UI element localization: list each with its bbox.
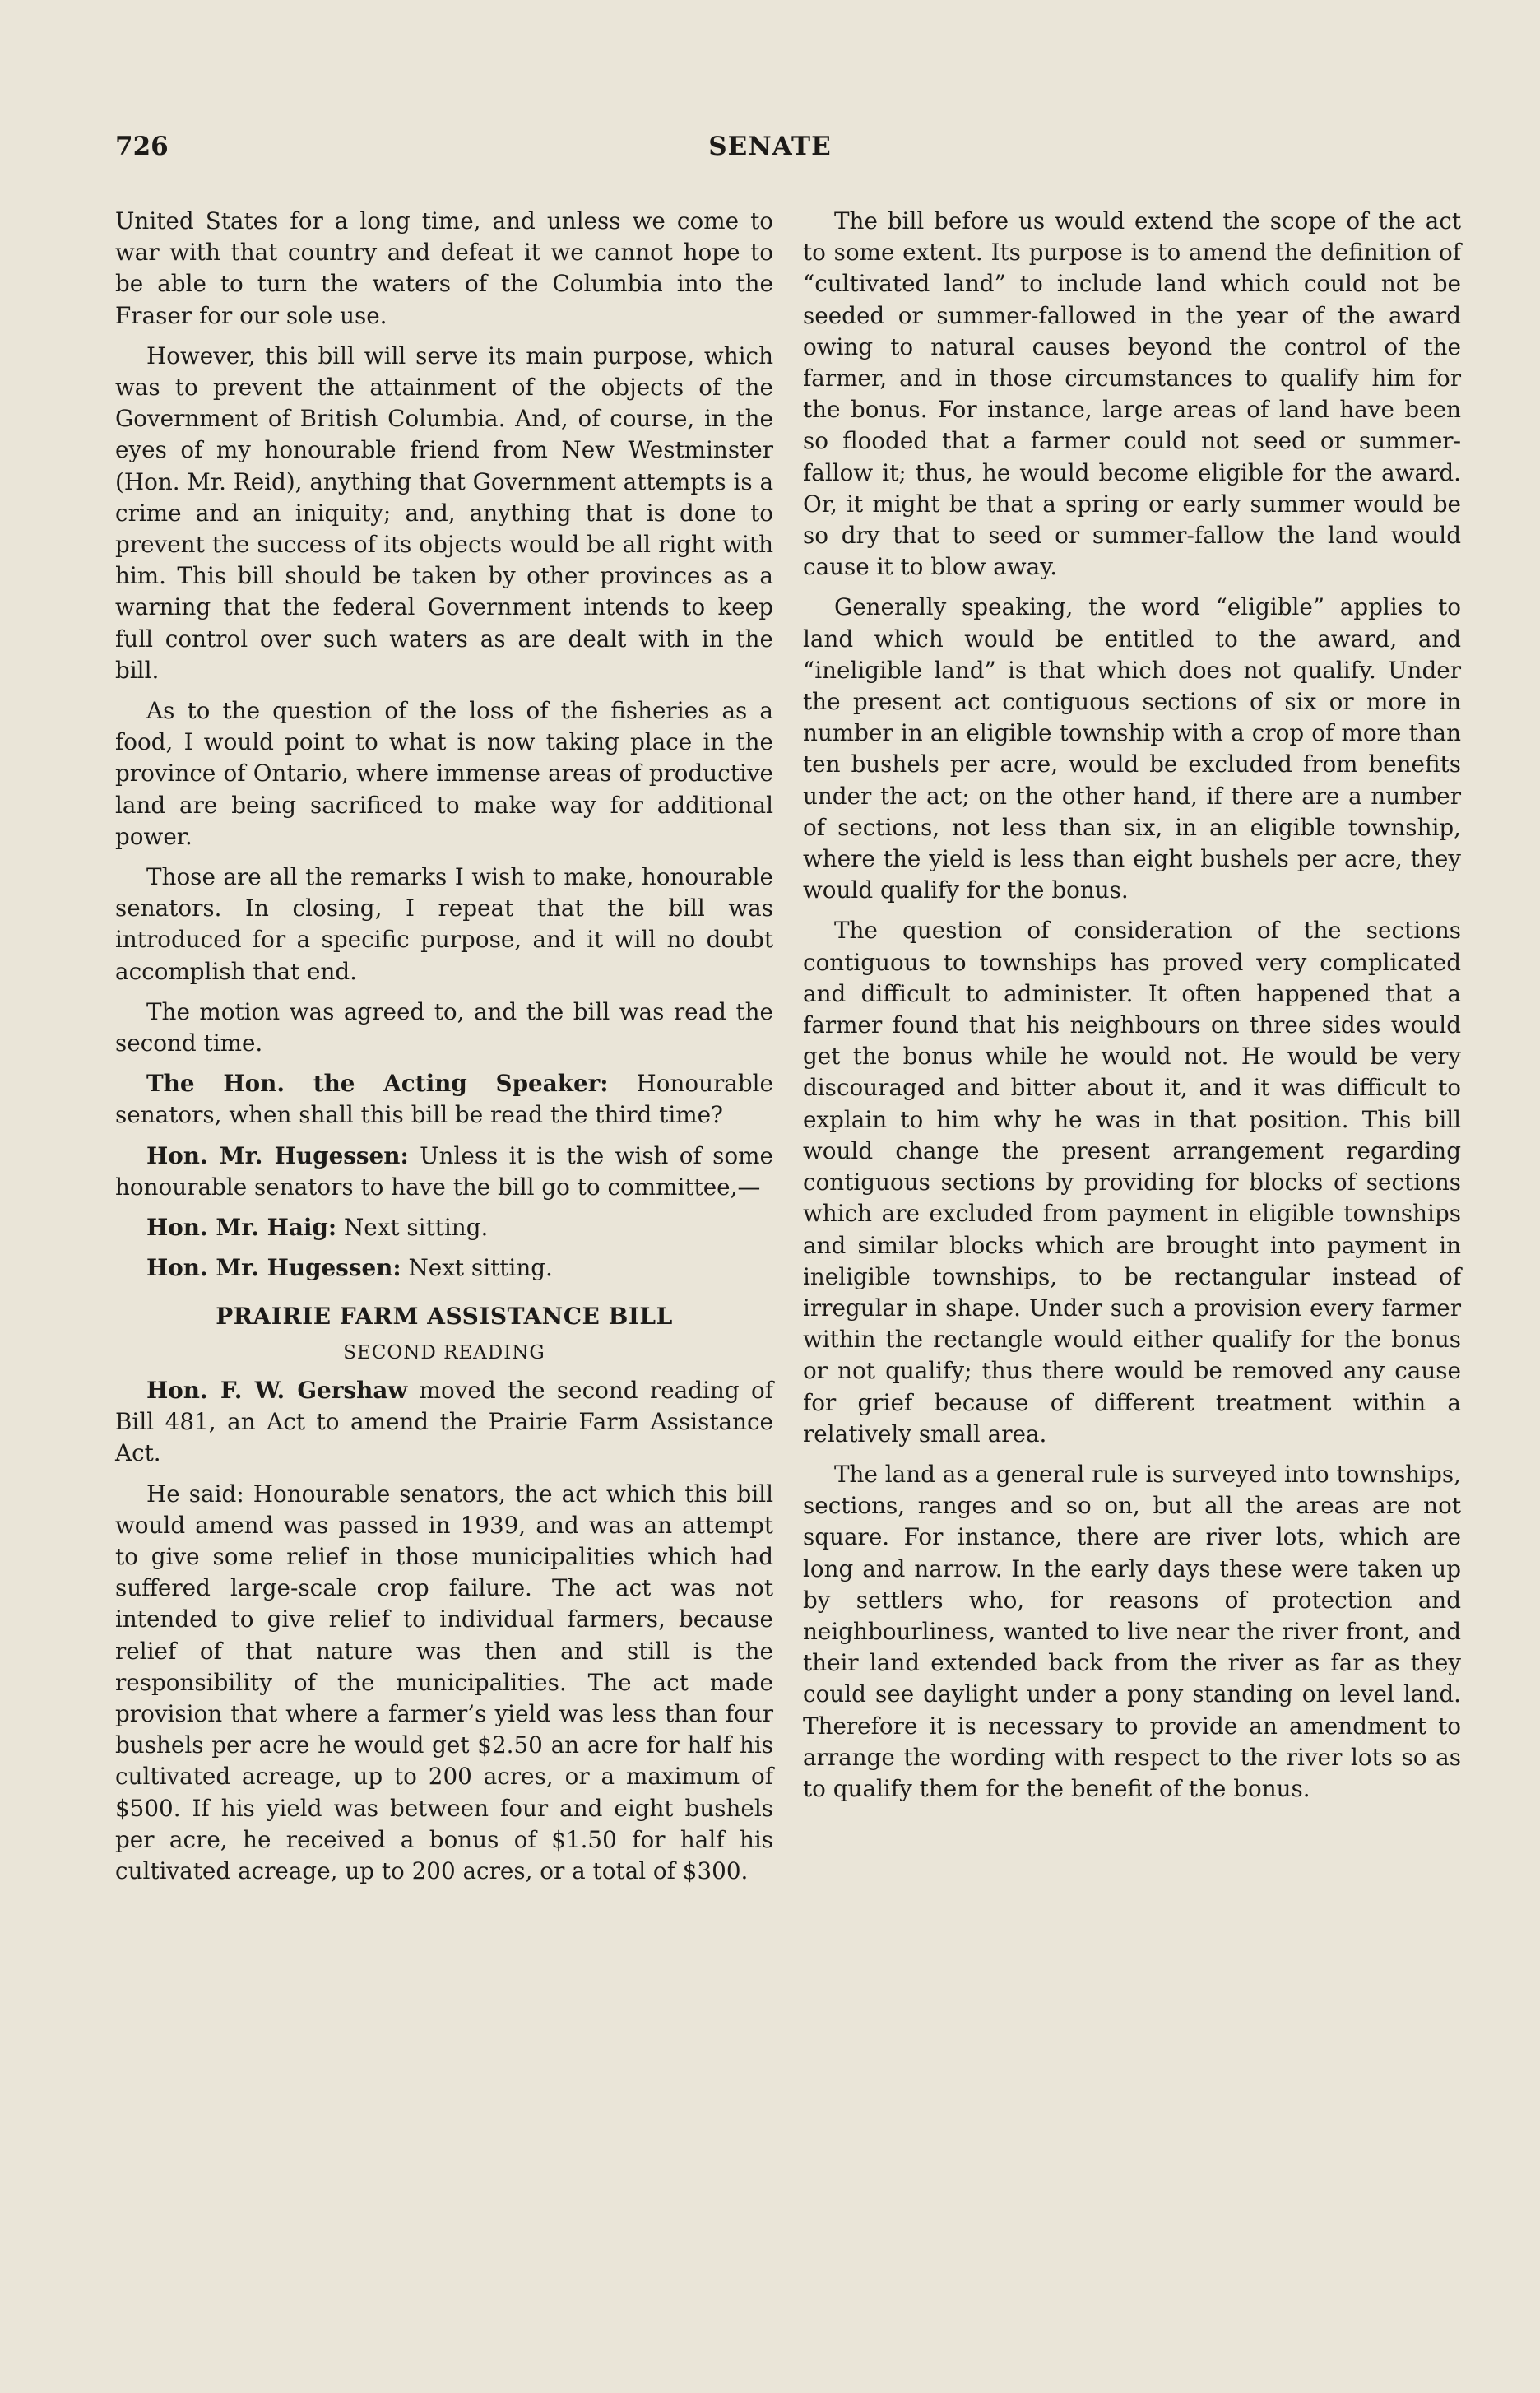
paragraph: He said: Honourable senators, the act which this bill would amend was passed in 1939, and was an attempt to give some relief in those municipalities which had suffered large-scale crop failure. The act was not intended to give relief to individual farmers, because relief of that nature was then and still is the responsibility of the municipalities. The act made provision that where a farmer’s yield was less than four bushels per acre he would get $2.50 an acre for half his cultivated acreage, up to 200 acres, or a maximum of $500. If his yield was between four and eight bushels per acre, he received a bonus of $1.50 for half his cultivated acreage, up to 200 acres, or a total of $300. [115, 1480, 773, 1884]
bill-subheading: SECOND READING [343, 1341, 545, 1364]
speech-text: Unless it is the wish of some honourable senators to have the bill go to committee,— [115, 1141, 773, 1201]
speech-text: moved the second reading of Bill 481, an Act to amend the Prairie Farm Assistance Act. [115, 1376, 773, 1467]
speech-text: Next sitting. [401, 1254, 553, 1282]
page-header [0, 132, 1540, 181]
paragraph: As to the question of the loss of the fisheries as a food, I would point to what is now taking place in the province of Ontario, where immense areas of productive land are being sacrificed to make way for additional power. [115, 697, 773, 850]
speaker-name: Hon. Mr. Hugessen: [146, 1254, 401, 1282]
left-column [115, 206, 773, 1896]
speaker-name: Hon. Mr. Hugessen: [146, 1141, 409, 1169]
speech-paragraph [115, 1375, 773, 1470]
paragraph: Generally speaking, the word “eligible” applies to land which would be entitled to the award, and “ineligible land” is that which does not qualify. Under the present act contiguous sections of six or more in number in an eligible township with a crop of more than ten bushels per acre, would be excluded from benefits under the act; on the other hand, if there are a number of sections, not less than six, in an eligible township, where the yield is less than eight bushels per acre, they would qualify for the bonus. [803, 593, 1461, 904]
paragraph: United States for a long time, and unless we come to war with that country and defeat it we cannot hope to be able to turn the waters of the Columbia into the Fraser for our sole use. [115, 207, 773, 329]
speaker-name: Hon. F. W. Gershaw [146, 1376, 408, 1404]
paragraph: Those are all the remarks I wish to make, honourable senators. In closing, I repeat that the bill was introduced for a specific purpose, and it will no doubt accomplish that end. [115, 863, 773, 985]
speech-text: Honourable senators, when shall this bill be read the third time? [115, 1070, 773, 1129]
speech-text: Next sitting. [336, 1214, 489, 1242]
speech-paragraph [115, 1141, 773, 1203]
bill-heading: PRAIRIE FARM ASSISTANCE BILL [216, 1302, 673, 1330]
speech-paragraph [115, 1252, 773, 1284]
paragraph: However, this bill will serve its main purpose, which was to prevent the attainment of the objects of the Government of British Columbia. And, of course, in the eyes of my honourable friend from New Westminster (Hon. Mr. Reid), anything that Government attempts is a crime and an iniquity; and, anything that is done to prevent the success of its objects would be all right with him. This bill should be taken by other provinces as a warning that the federal Government intends to keep full control over such waters as are dealt with in the bill. [115, 342, 774, 684]
speech-paragraph [115, 1212, 773, 1243]
section-title: SENATE [708, 132, 832, 161]
paragraph: The bill before us would extend the scope of the act to some extent. Its purpose is to amend the definition of “cultivated land” to include land which could not be seeded or summer-fallowed in the year of the award owing to natural causes beyond the control of the farmer, and in those circumstances to qualify him for the bonus. For instance, large areas of land have been so flooded that a farmer could not seed or summer-fallow it; thus, he would become eligible for the award. Or, it might be that a spring or early summer would be so dry that to seed or summer-fallow the land would cause it to blow away. [803, 207, 1461, 581]
speech-paragraph [115, 1068, 773, 1131]
speaker-name: Hon. Mr. Haig: [146, 1214, 337, 1242]
right-column [803, 206, 1461, 1814]
speaker-name: The Hon. the Acting Speaker: [146, 1070, 609, 1098]
paragraph: The motion was agreed to, and the bill was read the second time. [115, 997, 773, 1057]
paragraph: The land as a general rule is surveyed into townships, sections, ranges and so on, but all the areas are not square. For instance, there are river lots, which are long and narrow. In the early days these were taken up by settlers who, for reasons of protection and neighbourliness, wanted to live near the river front, and their land extended back from the river as far as they could see daylight under a pony standing on level land. Therefore it is necessary to provide an amendment to arrange the wording with respect to the river lots so as to qualify them for the benefit of the bonus. [803, 1460, 1461, 1802]
page-number: 726 [115, 132, 169, 161]
paragraph: The question of consideration of the sections contiguous to townships has proved very complicated and difficult to administer. It often happened that a farmer found that his neighbours on three sides would get the bonus while he would not. He would be very discouraged and bitter about it, and it was difficult to explain to him why he was in that position. This bill would change the present arrangement regarding contiguous sections by providing for blocks of sections which are excluded from payment in eligible townships and similar blocks which are brought into payment in ineligible townships, to be rectangular instead of irregular in shape. Under such a provision every farmer within the rectangle would either qualify for the bonus or not qualify; thus there would be removed any cause for grief because of different treatment within a relatively small area. [803, 917, 1461, 1447]
